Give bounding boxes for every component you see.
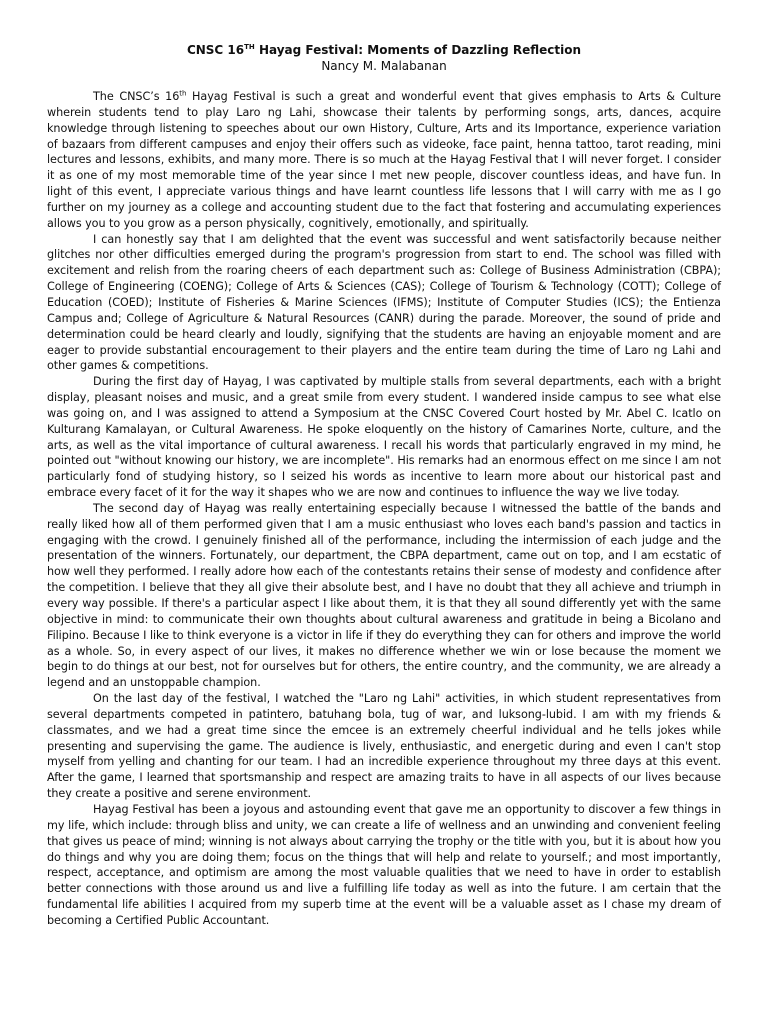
paragraph-1-superscript: th [179,89,187,98]
paragraph-1-start: The CNSC’s 16 [93,90,180,103]
paragraph-3: During the first day of Hayag, I was captivated by multiple stalls from several departments, each with a bright display, pleasant noises and music, and a great smile from every student. I wandered inside campus to see what else was going on, and I was assigned to attend a Symposium at the CNSC Covered Court hosted by Mr. Abel C. Icatlo on Kulturang Kamalayan, or Cultural Awareness. He spoke eloquently on the history of Camarines Norte, culture, and the arts, as well as the vital importance of cultural awareness. I recall his words that particularly engraved in my mind, he pointed out "without knowing our history, we are incomplete". His remarks had an enormous effect on me since I am not particularly fond of studying history, so I seized his words as incentive to learn more about our historical past and embrace every facet of it for the way it shapes who we are now and continues to influence the way we live today. [47,375,721,500]
document-title [47,42,721,58]
title-superscript: TH [244,43,255,51]
title-text-end: Hayag Festival: Moments of Dazzling Reflection [254,43,582,57]
paragraph-6: Hayag Festival has been a joyous and astounding event that gave me an opportunity to discover a few things in my life, which include: through bliss and unity, we can create a life of wellness and an unwinding and convenient feeling that gives us peace of mind; winning is not always about carrying the trophy or the title with you, but it is about how you do things and why you are doing them; focus on the things that will help and relate to yourself.; and most importantly, respect, acceptance, and optimism are among the most valuable qualities that we need to have in order to establish better connections with those around us and live a fulfilling life today as well as into the future. I am certain that the fundamental life abilities I acquired from my superb time at the event will be a valuable asset as I chase my dream of becoming a Certified Public Accountant. [47,802,721,927]
paragraph-2: I can honestly say that I am delighted that the event was successful and went satisfactorily because neither glitches nor other difficulties emerged during the program's progression from start to end. The school was filled with excitement and relish from the roaring cheers of each department such as: College of Business Administration (CBPA); College of Engineering (COENG); College of Arts & Sciences (CAS); College of Tourism & Technology (COTT); College of Education (COED); Institute of Fisheries & Marine Sciences (IFMS); Institute of Computer Studies (ICS); the Entienza Campus and; College of Agriculture & Natural Resources (CANR) during the parade. Moreover, the sound of pride and determination could be heard clearly and loudly, signifying that the students are having an enjoyable moment and are eager to provide substantial encouragement to their players and the entire team during the time of Laro ng Lahi and other games & competitions. [47,232,721,373]
paragraph-5: On the last day of the festival, I watched the "Laro ng Lahi" activities, in which student representatives from several departments competed in patintero, batuhang bola, tug of war, and luksong-lubid. I am with my friends & classmates, and we had a great time since the emcee is an extremely cheerful individual and he tells jokes while presenting and supervising the game. The audience is lively, enthusiastic, and energetic during and even I can't stop myself from yelling and chanting for our team. I had an incredible experience throughout my three days at this event. After the game, I learned that sportsmanship and respect are amazing traits to have in all aspects of our lives because they create a positive and serene environment. [47,692,721,801]
paragraph-1-rest: Hayag Festival is such a great and wonderful event that gives emphasis to Arts & Culture wherein students tend to play Laro ng Lahi, showcase their talents by performing songs, arts, dances, acquire knowledge through listening to speeches about our own History, Culture, Arts and its Importance, experience variation of bazaars from different campuses and enjoy their offers such as videoke, face paint, henna tattoo, tarot reading, mini lectures and lessons, exhibits, and many more. There is so much at the Hayag Festival that I will never forget. I consider it as one of my most memorable time of the year since I met new people, discover countless ideas, and have fun. In light of this event, I appreciate various things and have learnt countless life lessons that I will carry with me as I go further on my journey as a college and accounting student due to the fact that fostering and accumulating experiences allows you to you grow as a person physically, cognitively, emotionally, and spiritually. [47,90,721,230]
title-text-start: CNSC 16 [186,43,245,57]
document-page [47,42,721,929]
paragraph-1 [47,89,721,232]
paragraph-4: The second day of Hayag was really entertaining especially because I witnessed the battle of the bands and really liked how all of them performed given that I am a music enthusiast who loves each band's passion and tactics in engaging with the crowd. I genuinely finished all of the performance, including the intermission of each judge and the presentation of the winners. Fortunately, our department, the CBPA department, came out on top, and I am ecstatic of how well they performed. I really adore how each of the contestants retains their sense of modesty and confidence after the competition. I believe that they all give their absolute best, and I have no doubt that they all achieve and triumph in every way possible. If there's a particular aspect I like about them, it is that they all sound differently yet with the same objective in mind: to communicate their own thoughts about cultural awareness and gratitude in being a Bicolano and Filipino. Because I like to think everyone is a victor in life if they do everything they can for others and improve the world as a whole. So, in every aspect of our lives, it makes no difference whether we win or lose because the moment we begin to do things at our best, not for ourselves but for others, the entire country, and the community, we are already a legend and an unstoppable champion. [47,501,721,690]
author-name: Nancy M. Malabanan [321,59,447,73]
